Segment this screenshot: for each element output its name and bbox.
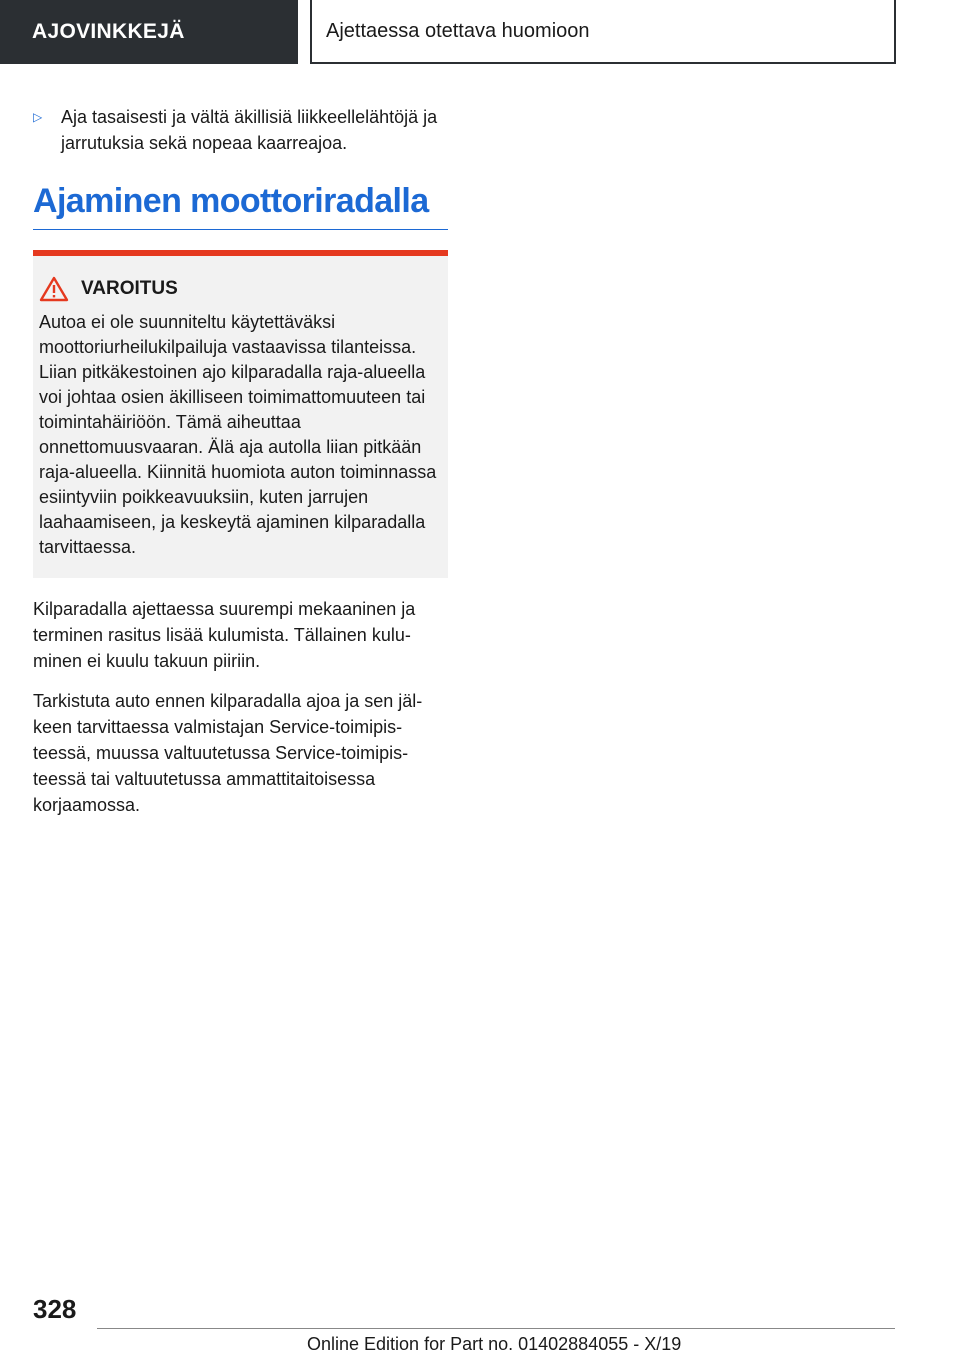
subsection-tab xyxy=(310,0,896,64)
list-item xyxy=(33,104,448,156)
paragraph: Tarkistuta auto ennen kilparadalla ajoa ja sen jälkeen tarvittaessa valmistajan Service-toimipisteessä, muussa valtuutetussa Service-toimipisteessä tai valtuutetussa ammattitaitoisessa korjaamossa. xyxy=(33,691,423,815)
subsection-title: Ajettaessa otettava huomioon xyxy=(326,19,590,42)
section-title: Ajaminen moottoriradalla xyxy=(33,182,448,230)
chapter-title: AJOVINKKEJÄ xyxy=(32,20,185,43)
warning-header xyxy=(39,276,440,302)
warning-text: Autoa ei ole suunniteltu käytettäväksi moottoriurheilukilpailuja vastaavissa tilanteissa. Liian pitkäkestoinen ajo kilparadalla raja-alueella voi johtaa osien äkilliseen toimimattomuuteen tai toimintahäiriöön. Tämä aiheuttaa onnettomuusvaaran. Älä aja autolla liian pitkään raja-alueella. Kiinnitä huomiota auton toiminnassa esiintyviin poikkeavuuksiin, kuten jarrujen laahaamiseen, ja keskeytä ajaminen kilparadalla tarvittaessa. xyxy=(39,312,437,557)
chapter-tab xyxy=(0,0,298,64)
page-number: 328 xyxy=(33,1294,77,1324)
edition-note: Online Edition for Part no. 01402884055 - X/19 xyxy=(307,1334,682,1354)
list-item-text: Aja tasaisesti ja vältä äkillisiä liikkeellelähtöjä ja jarrutuksia sekä nopeaa kaarreajoa. xyxy=(61,107,438,153)
main-content xyxy=(33,104,448,818)
warning-title: VAROITUS xyxy=(81,278,178,299)
warning-box xyxy=(33,250,448,578)
paragraph: Kilparadalla ajettaessa suurempi mekaaninen ja terminen rasitus lisää kulumista. Tällainen kuluminen ei kuulu takuun piiriin. xyxy=(33,599,416,671)
warning-triangle-icon xyxy=(39,276,69,302)
footer-divider xyxy=(97,1328,895,1329)
triangle-bullet-icon: ▷ xyxy=(33,110,43,124)
